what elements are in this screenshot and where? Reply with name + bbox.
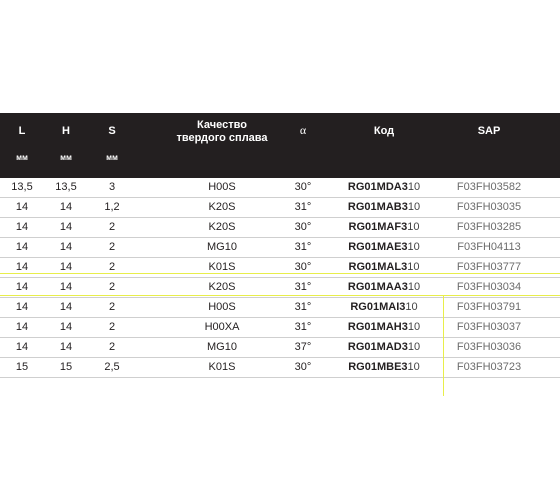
cell-code	[350, 300, 417, 315]
cell-code-main: RG01MAE3	[348, 241, 408, 253]
cell-code-main: RG01MBE3	[348, 361, 408, 373]
cell-code-main: RG01MAD3	[347, 341, 408, 353]
cell-grade: MG10	[207, 341, 237, 353]
cell-l: 14	[15, 341, 29, 353]
cell-h: 14	[59, 301, 73, 313]
unit-l: мм	[16, 153, 28, 162]
cell-h: 14	[59, 321, 73, 333]
cell-alpha: 37°	[294, 341, 312, 353]
cell-h: 14	[59, 261, 73, 273]
cell-s: 1,2	[104, 201, 120, 213]
cell-l: 14	[15, 321, 29, 333]
cell-l: 14	[15, 221, 29, 233]
cell-sap: F03FH03582	[456, 181, 522, 193]
cell-code-main: RG01MAA3	[347, 281, 408, 293]
cell-grade: H00XA	[204, 321, 240, 333]
cell-sap: F03FH03777	[456, 261, 522, 273]
cell-h: 13,5	[55, 181, 77, 193]
cell-code-main: RG01MAL3	[348, 261, 408, 273]
cell-sap: F03FH03791	[456, 301, 522, 313]
cell-grade: K01S	[208, 261, 236, 273]
cell-grade: H00S	[208, 181, 236, 193]
cell-code	[349, 220, 420, 235]
highlight-line-top	[0, 273, 560, 274]
cell-s: 2	[108, 341, 116, 353]
cell-h: 15	[59, 361, 73, 373]
cell-code-tail: 10	[407, 201, 421, 213]
table-row	[0, 218, 560, 238]
cell-code-main: RG01MDA3	[347, 181, 408, 193]
cell-l: 14	[15, 201, 29, 213]
cell-grade: K01S	[208, 361, 236, 373]
cell-code-tail: 10	[407, 241, 420, 253]
cell-code-tail: 10	[407, 221, 420, 233]
header-sap: SAP	[477, 125, 501, 137]
cell-s: 3	[108, 181, 116, 193]
table-row	[0, 178, 560, 198]
cell-code-tail: 10	[407, 261, 420, 273]
highlight-line-bottom	[0, 295, 560, 296]
cell-code	[348, 180, 420, 195]
cell-sap: F03FH03723	[456, 361, 522, 373]
cell-l: 13,5	[11, 181, 33, 193]
table-row	[0, 298, 560, 318]
cell-code	[348, 240, 420, 255]
header-s: S	[108, 125, 116, 137]
cell-h: 14	[59, 201, 73, 213]
table-row	[0, 198, 560, 218]
cell-alpha: 30°	[294, 361, 312, 373]
unit-h: мм	[60, 153, 72, 162]
cell-l: 14	[15, 281, 29, 293]
cell-code-main: RG01MAH3	[347, 321, 408, 333]
cell-code-main: RG01MAI3	[350, 301, 406, 313]
table-row	[0, 358, 560, 378]
cell-s: 2	[108, 301, 116, 313]
header-grade-line1: Качество	[197, 119, 247, 131]
cell-alpha: 30°	[294, 221, 312, 233]
cell-grade: K20S	[208, 201, 236, 213]
table-row	[0, 258, 560, 278]
cell-sap: F03FH03036	[456, 341, 522, 353]
cell-h: 14	[59, 221, 73, 233]
cell-s: 2	[108, 241, 116, 253]
cell-l: 14	[15, 261, 29, 273]
cell-h: 14	[59, 281, 73, 293]
cell-l: 14	[15, 301, 29, 313]
cell-code	[348, 200, 420, 215]
cell-alpha: 31°	[294, 301, 312, 313]
cell-s: 2	[108, 321, 116, 333]
cell-code-tail: 10	[407, 341, 421, 353]
cell-l: 15	[15, 361, 29, 373]
cell-grade: K20S	[208, 281, 236, 293]
table-row	[0, 338, 560, 358]
cell-sap: F03FH03034	[456, 281, 522, 293]
header-l: L	[18, 125, 26, 137]
cell-code	[348, 280, 420, 295]
cell-code-main: RG01MAB3	[347, 201, 408, 213]
table-body	[0, 178, 560, 378]
cell-alpha: 31°	[294, 321, 312, 333]
cell-code-main: RG01MAF3	[348, 221, 408, 233]
header-grade-line2: твердого сплава	[176, 132, 268, 144]
cell-alpha: 31°	[294, 201, 312, 213]
cell-s: 2	[108, 281, 116, 293]
cell-s: 2,5	[104, 361, 120, 373]
table-row	[0, 318, 560, 338]
cell-sap: F03FH04113	[457, 241, 521, 253]
cell-code	[348, 340, 420, 355]
cell-code	[348, 320, 420, 335]
cell-code-tail: 10	[407, 321, 421, 333]
cell-alpha: 30°	[294, 261, 312, 273]
cell-l: 14	[15, 241, 29, 253]
cell-alpha: 30°	[294, 181, 312, 193]
header-alpha: α	[299, 123, 307, 137]
highlight-line-vertical	[443, 296, 444, 396]
cell-s: 2	[108, 261, 116, 273]
table-header	[0, 113, 560, 178]
cell-code	[348, 360, 420, 375]
cell-grade: MG10	[207, 241, 237, 253]
cell-alpha: 31°	[294, 281, 312, 293]
header-h: H	[62, 125, 70, 137]
cell-alpha: 31°	[294, 241, 312, 253]
cell-code-tail: 10	[405, 301, 418, 313]
cell-sap: F03FH03037	[456, 321, 522, 333]
cell-h: 14	[59, 341, 73, 353]
cell-code-tail: 10	[407, 181, 421, 193]
cell-h: 14	[59, 241, 73, 253]
cell-sap: F03FH03035	[456, 201, 522, 213]
cell-s: 2	[108, 221, 116, 233]
cell-sap: F03FH03285	[456, 221, 522, 233]
cell-code-tail: 10	[407, 281, 421, 293]
table-row	[0, 238, 560, 258]
header-code: Код	[373, 125, 395, 137]
product-table	[0, 113, 560, 378]
cell-code-tail: 10	[407, 361, 420, 373]
unit-s: мм	[106, 153, 118, 162]
cell-grade: H00S	[208, 301, 236, 313]
cell-grade: K20S	[208, 221, 236, 233]
